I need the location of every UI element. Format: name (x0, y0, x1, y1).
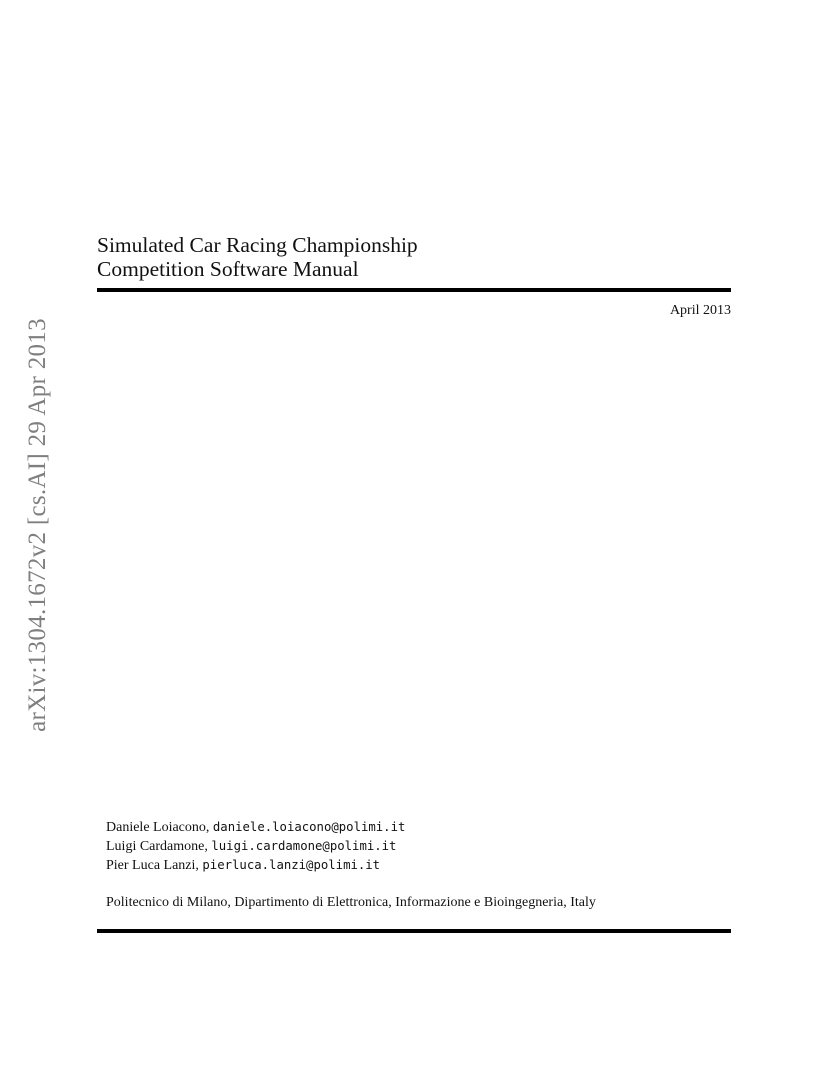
arxiv-identifier: arXiv:1304.1672v2 [cs.AI] 29 Apr 2013 (24, 318, 51, 732)
document-title (97, 233, 737, 281)
bottom-rule (97, 929, 731, 933)
author-email: pierluca.lanzi@polimi.it (202, 858, 381, 872)
author-entry (106, 837, 736, 856)
author-name: Pier Luca Lanzi, (106, 858, 203, 873)
author-name: Luigi Cardamone, (106, 839, 212, 854)
affiliation: Politecnico di Milano, Dipartimento di Elettronica, Informazione e Bioingegneria, Italy (106, 895, 596, 910)
title-line-1: Simulated Car Racing Championship (97, 233, 418, 257)
author-email: luigi.cardamone@polimi.it (211, 839, 397, 853)
author-entry (106, 818, 736, 837)
author-email: daniele.loiacono@polimi.it (212, 820, 406, 834)
author-list (106, 818, 736, 875)
author-name: Daniele Loiacono, (106, 820, 213, 835)
author-entry (106, 856, 736, 875)
top-rule (97, 288, 731, 292)
title-line-2: Competition Software Manual (97, 257, 359, 281)
publication-date: April 2013 (669, 303, 731, 318)
